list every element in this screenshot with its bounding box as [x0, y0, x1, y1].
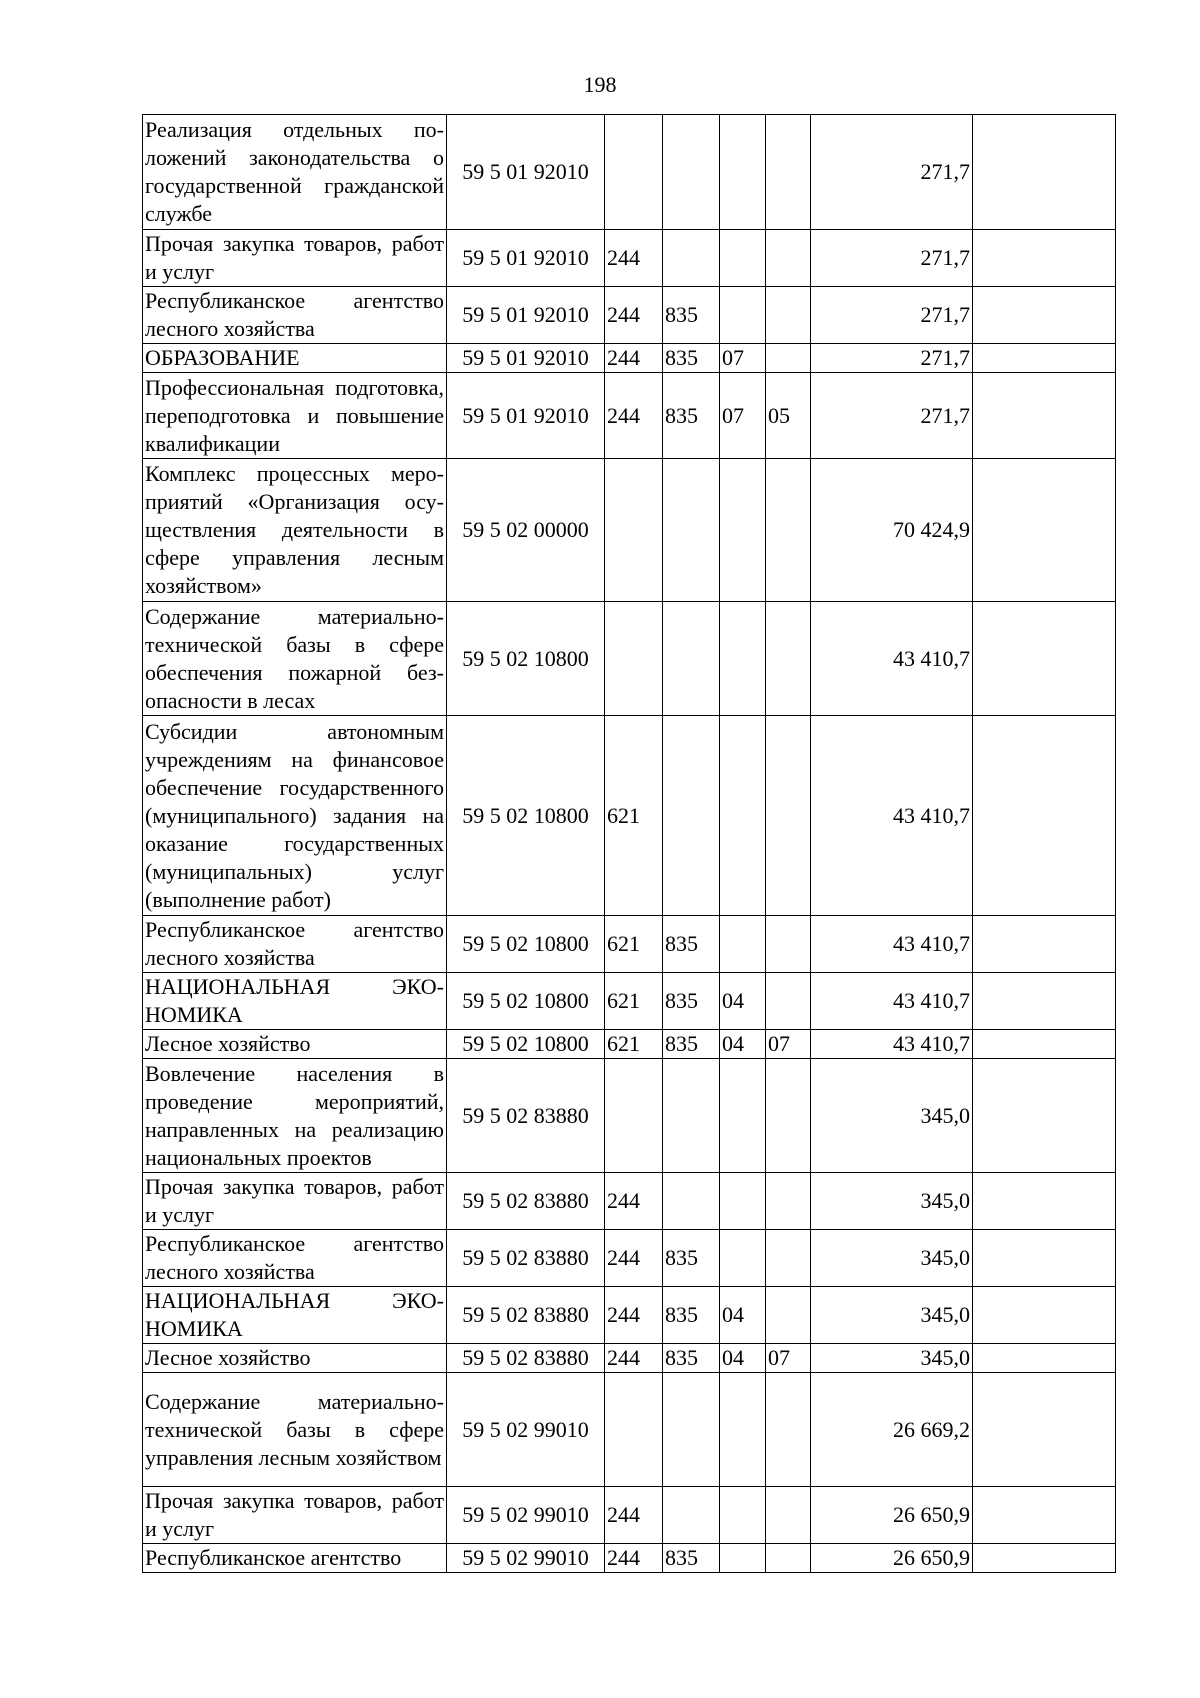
amount: 43 410,7: [811, 602, 973, 716]
section-code: [720, 1544, 766, 1573]
target-article-code: 59 5 01 92010: [447, 115, 605, 230]
row-name: Реализация отдельных положений законодательства о государственной гражданской службе: [143, 115, 447, 230]
table-row: [143, 1487, 1116, 1544]
administrator-code: 835: [663, 344, 720, 373]
row-name: Вовлечение населения в проведение мероприятий, направленных на реализацию национальных проектов: [143, 1059, 447, 1173]
table-row: [143, 373, 1116, 459]
amount: 345,0: [811, 1344, 973, 1373]
empty-cell: [973, 287, 1116, 344]
row-name: Лесное хозяйство: [143, 1344, 447, 1373]
expense-type-code: 621: [605, 916, 663, 973]
amount: 26 650,9: [811, 1544, 973, 1573]
subsection-code: [766, 459, 811, 602]
target-article-code: 59 5 02 83880: [447, 1059, 605, 1173]
amount: 271,7: [811, 373, 973, 459]
administrator-code: [663, 1173, 720, 1230]
amount: 345,0: [811, 1230, 973, 1287]
target-article-code: 59 5 02 83880: [447, 1344, 605, 1373]
section-code: [720, 716, 766, 916]
table-row: [143, 716, 1116, 916]
expense-type-code: 244: [605, 1544, 663, 1573]
expense-type-code: 244: [605, 1487, 663, 1544]
empty-cell: [973, 230, 1116, 287]
target-article-code: 59 5 02 99010: [447, 1487, 605, 1544]
row-name: Прочая закупка товаров, работ и услуг: [143, 230, 447, 287]
section-code: 07: [720, 373, 766, 459]
table-row: [143, 1287, 1116, 1344]
empty-cell: [973, 716, 1116, 916]
amount: 70 424,9: [811, 459, 973, 602]
amount: 271,7: [811, 230, 973, 287]
target-article-code: 59 5 02 00000: [447, 459, 605, 602]
subsection-code: [766, 973, 811, 1030]
subsection-code: [766, 1230, 811, 1287]
section-code: 04: [720, 1287, 766, 1344]
empty-cell: [973, 1059, 1116, 1173]
subsection-code: [766, 1059, 811, 1173]
empty-cell: [973, 459, 1116, 602]
section-code: 04: [720, 973, 766, 1030]
section-code: [720, 916, 766, 973]
row-name: Республиканское агентство лесного хозяйства: [143, 916, 447, 973]
expense-type-code: [605, 602, 663, 716]
amount: 271,7: [811, 287, 973, 344]
row-name: Лесное хозяйство: [143, 1030, 447, 1059]
row-name: Прочая закупка товаров, работ и услуг: [143, 1173, 447, 1230]
amount: 345,0: [811, 1287, 973, 1344]
table-row: [143, 1030, 1116, 1059]
expense-type-code: 244: [605, 230, 663, 287]
expense-type-code: 621: [605, 1030, 663, 1059]
row-name: Республиканское агентство лесного хозяйства: [143, 287, 447, 344]
table-row: [143, 459, 1116, 602]
row-name: Содержание материально-технической базы в сфере управления лесным хозяйством: [143, 1373, 447, 1487]
section-code: 04: [720, 1344, 766, 1373]
table-row: [143, 602, 1116, 716]
amount: 345,0: [811, 1059, 973, 1173]
row-name: Профессиональная подготовка, переподготовка и повышение квалификации: [143, 373, 447, 459]
target-article-code: 59 5 02 99010: [447, 1544, 605, 1573]
row-name: НАЦИОНАЛЬНАЯ ЭКОНОМИКА: [143, 1287, 447, 1344]
table-row: [143, 1230, 1116, 1287]
target-article-code: 59 5 01 92010: [447, 230, 605, 287]
row-name: Субсидии автономным учреждениям на финансовое обеспечение государственного (муниципального) задания на оказание государственных (муниципальных) услуг (выполнение работ): [143, 716, 447, 916]
amount: 345,0: [811, 1173, 973, 1230]
expense-type-code: 244: [605, 344, 663, 373]
section-code: [720, 115, 766, 230]
row-name: Содержание материально-технической базы в сфере обеспечения пожарной безопасности в лесах: [143, 602, 447, 716]
section-code: [720, 1487, 766, 1544]
administrator-code: [663, 115, 720, 230]
amount: 26 669,2: [811, 1373, 973, 1487]
table-row: [143, 1173, 1116, 1230]
empty-cell: [973, 1373, 1116, 1487]
subsection-code: 07: [766, 1030, 811, 1059]
amount: 26 650,9: [811, 1487, 973, 1544]
administrator-code: 835: [663, 1544, 720, 1573]
target-article-code: 59 5 01 92010: [447, 287, 605, 344]
target-article-code: 59 5 02 10800: [447, 716, 605, 916]
section-code: 07: [720, 344, 766, 373]
subsection-code: 07: [766, 1344, 811, 1373]
administrator-code: [663, 716, 720, 916]
administrator-code: [663, 230, 720, 287]
table-row: [143, 1344, 1116, 1373]
table-row: [143, 115, 1116, 230]
amount: 43 410,7: [811, 716, 973, 916]
expense-type-code: 621: [605, 973, 663, 1030]
target-article-code: 59 5 02 10800: [447, 916, 605, 973]
administrator-code: [663, 1487, 720, 1544]
row-name: ОБРАЗОВАНИЕ: [143, 344, 447, 373]
expense-type-code: [605, 1373, 663, 1487]
subsection-code: [766, 287, 811, 344]
amount: 271,7: [811, 344, 973, 373]
subsection-code: [766, 1487, 811, 1544]
target-article-code: 59 5 02 83880: [447, 1173, 605, 1230]
section-code: [720, 1230, 766, 1287]
administrator-code: [663, 602, 720, 716]
target-article-code: 59 5 02 83880: [447, 1230, 605, 1287]
page-number: 198: [583, 72, 617, 97]
administrator-code: 835: [663, 1344, 720, 1373]
administrator-code: 835: [663, 373, 720, 459]
target-article-code: 59 5 02 10800: [447, 1030, 605, 1059]
table-row: [143, 1059, 1116, 1173]
administrator-code: 835: [663, 287, 720, 344]
section-code: [720, 1373, 766, 1487]
section-code: [720, 1173, 766, 1230]
expense-type-code: 244: [605, 1230, 663, 1287]
section-code: [720, 602, 766, 716]
empty-cell: [973, 344, 1116, 373]
subsection-code: [766, 1287, 811, 1344]
empty-cell: [973, 1230, 1116, 1287]
target-article-code: 59 5 02 99010: [447, 1373, 605, 1487]
target-article-code: 59 5 02 10800: [447, 973, 605, 1030]
empty-cell: [973, 602, 1116, 716]
subsection-code: [766, 344, 811, 373]
section-code: [720, 287, 766, 344]
subsection-code: [766, 115, 811, 230]
target-article-code: 59 5 02 10800: [447, 602, 605, 716]
expense-type-code: [605, 459, 663, 602]
target-article-code: 59 5 02 83880: [447, 1287, 605, 1344]
empty-cell: [973, 373, 1116, 459]
amount: 271,7: [811, 115, 973, 230]
expense-type-code: 244: [605, 1173, 663, 1230]
row-name: Республиканское агентство лесного хозяйства: [143, 1230, 447, 1287]
row-name: Комплекс процессных мероприятий «Организация осуществления деятельности в сфере управления лесным хозяйством»: [143, 459, 447, 602]
table-row: [143, 344, 1116, 373]
subsection-code: [766, 716, 811, 916]
expense-type-code: 244: [605, 287, 663, 344]
administrator-code: 835: [663, 1287, 720, 1344]
expense-type-code: 244: [605, 373, 663, 459]
expense-type-code: [605, 115, 663, 230]
row-name: Республиканское агентство: [143, 1544, 447, 1573]
section-code: [720, 1059, 766, 1173]
table-row: [143, 1373, 1116, 1487]
empty-cell: [973, 1344, 1116, 1373]
row-name: Прочая закупка товаров, работ и услуг: [143, 1487, 447, 1544]
administrator-code: [663, 1059, 720, 1173]
row-name: НАЦИОНАЛЬНАЯ ЭКОНОМИКА: [143, 973, 447, 1030]
table-row: [143, 1544, 1116, 1573]
subsection-code: [766, 1173, 811, 1230]
amount: 43 410,7: [811, 1030, 973, 1059]
amount: 43 410,7: [811, 973, 973, 1030]
administrator-code: 835: [663, 973, 720, 1030]
empty-cell: [973, 1287, 1116, 1344]
budget-table: [142, 114, 1116, 1573]
table-row: [143, 916, 1116, 973]
administrator-code: [663, 459, 720, 602]
administrator-code: 835: [663, 1230, 720, 1287]
target-article-code: 59 5 01 92010: [447, 344, 605, 373]
empty-cell: [973, 1544, 1116, 1573]
expense-type-code: 244: [605, 1344, 663, 1373]
table-row: [143, 973, 1116, 1030]
subsection-code: [766, 1544, 811, 1573]
subsection-code: [766, 602, 811, 716]
empty-cell: [973, 1173, 1116, 1230]
administrator-code: 835: [663, 1030, 720, 1059]
amount: 43 410,7: [811, 916, 973, 973]
table-row: [143, 287, 1116, 344]
empty-cell: [973, 1487, 1116, 1544]
section-code: [720, 230, 766, 287]
empty-cell: [973, 916, 1116, 973]
empty-cell: [973, 1030, 1116, 1059]
administrator-code: 835: [663, 916, 720, 973]
subsection-code: [766, 230, 811, 287]
budget-table-body: [143, 115, 1116, 1573]
section-code: 04: [720, 1030, 766, 1059]
expense-type-code: 244: [605, 1287, 663, 1344]
subsection-code: [766, 1373, 811, 1487]
expense-type-code: 621: [605, 716, 663, 916]
expense-type-code: [605, 1059, 663, 1173]
table-row: [143, 230, 1116, 287]
section-code: [720, 459, 766, 602]
subsection-code: 05: [766, 373, 811, 459]
subsection-code: [766, 916, 811, 973]
target-article-code: 59 5 01 92010: [447, 373, 605, 459]
empty-cell: [973, 115, 1116, 230]
administrator-code: [663, 1373, 720, 1487]
empty-cell: [973, 973, 1116, 1030]
